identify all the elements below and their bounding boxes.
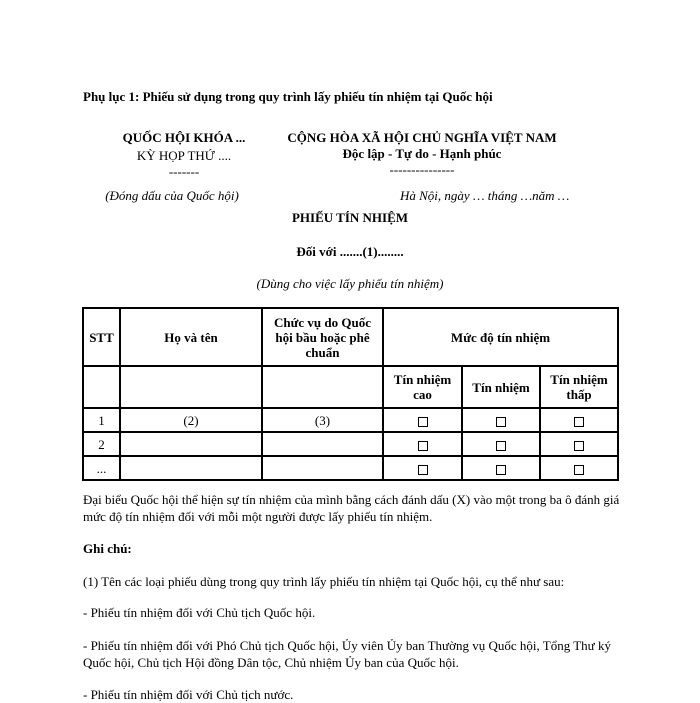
appendix-title: Phụ lục 1: Phiếu sử dụng trong quy trình lấy phiếu tín nhiệm tại Quốc hội [83,89,493,104]
note-1: (1) Tên các loại phiếu dùng trong quy trình lấy phiếu tín nhiệm tại Quốc hội, cụ thể như sau: [83,574,565,589]
left-divider: ------- [168,164,200,179]
checkbox-icon[interactable] [418,417,428,427]
trust-vote-table [82,307,619,481]
table-row [83,456,618,480]
for-whom-line [0,244,700,260]
row-name: (2) [120,408,262,432]
table-row [83,408,618,432]
row-stt: ... [83,456,120,480]
national-title: CỘNG HÒA XÃ HỘI CHỦ NGHĨA VIỆT NAM [287,130,557,145]
row-position [262,456,383,480]
empty-cell [262,366,383,408]
row-name [120,432,262,456]
checkbox-icon[interactable] [496,441,506,451]
checkbox-icon[interactable] [574,465,584,475]
note-item-2: - Phiếu tín nhiệm đối với Phó Chủ tịch Quốc hội, Ủy viên Ủy ban Thường vụ Quốc hội, Tổng Thư ký Quốc hội, Chủ tịch Hội đồng Dân tộc, Chủ nhiệm Ủy ban của Quốc hội. [83,638,611,670]
table-subheader-row [83,366,618,408]
header-position: Chức vụ do Quốc hội bầu hoặc phê chuẩn [262,308,383,366]
checkbox-icon[interactable] [574,441,584,451]
trust-high-checkbox-cell[interactable] [383,408,462,432]
trust-low-checkbox-cell[interactable] [540,432,618,456]
checkbox-icon[interactable] [418,465,428,475]
seal-note: (Đóng dấu của Quốc hội) [105,188,239,203]
empty-cell [83,366,120,408]
row-position: (3) [262,408,383,432]
row-stt: 2 [83,432,120,456]
usage-note: (Dùng cho việc lấy phiếu tín nhiệm) [256,276,444,291]
note-item-1: - Phiếu tín nhiệm đối với Chủ tịch Quốc hội. [83,605,316,620]
for-whom-text: Đối với .......(1)........ [296,244,404,259]
trust-low-checkbox-cell[interactable] [540,408,618,432]
header-trust-low: Tín nhiệm thấp [540,366,618,408]
header-trust-level: Mức độ tín nhiệm [383,308,618,366]
session-number: KỲ HỌP THỨ .... [136,148,232,163]
row-name [120,456,262,480]
header-stt: STT [83,308,120,366]
empty-cell [120,366,262,408]
national-motto: Độc lập - Tự do - Hạnh phúc [342,146,502,161]
instruction-text: Đại biểu Quốc hội thể hiện sự tín nhiệm của mình bằng cách đánh dấu (X) vào một trong ba ô đánh giá mức độ tín nhiệm đối với mỗi một người được lấy phiếu tín nhiệm. [83,492,620,524]
note-item-3: - Phiếu tín nhiệm đối với Chủ tịch nước. [83,687,294,702]
header-name: Họ và tên [120,308,262,366]
header-trust-high: Tín nhiệm cao [383,366,462,408]
table-header-row [83,308,618,366]
date-line: Hà Nội, ngày … tháng …năm … [400,188,570,203]
row-stt: 1 [83,408,120,432]
assembly-term: QUỐC HỘI KHÓA ... [122,130,246,145]
trust-high-checkbox-cell[interactable] [383,432,462,456]
trust-high-checkbox-cell[interactable] [383,456,462,480]
checkbox-icon[interactable] [496,417,506,427]
checkbox-icon[interactable] [418,441,428,451]
header-trust-normal: Tín nhiệm [462,366,540,408]
checkbox-icon[interactable] [496,465,506,475]
notes-heading: Ghi chú: [83,541,132,556]
table-row [83,432,618,456]
checkbox-icon[interactable] [574,417,584,427]
trust-normal-checkbox-cell[interactable] [462,408,540,432]
trust-normal-checkbox-cell[interactable] [462,456,540,480]
row-position [262,432,383,456]
form-title: PHIẾU TÍN NHIỆM [291,210,409,225]
trust-normal-checkbox-cell[interactable] [462,432,540,456]
trust-low-checkbox-cell[interactable] [540,456,618,480]
right-divider: --------------- [389,162,455,177]
